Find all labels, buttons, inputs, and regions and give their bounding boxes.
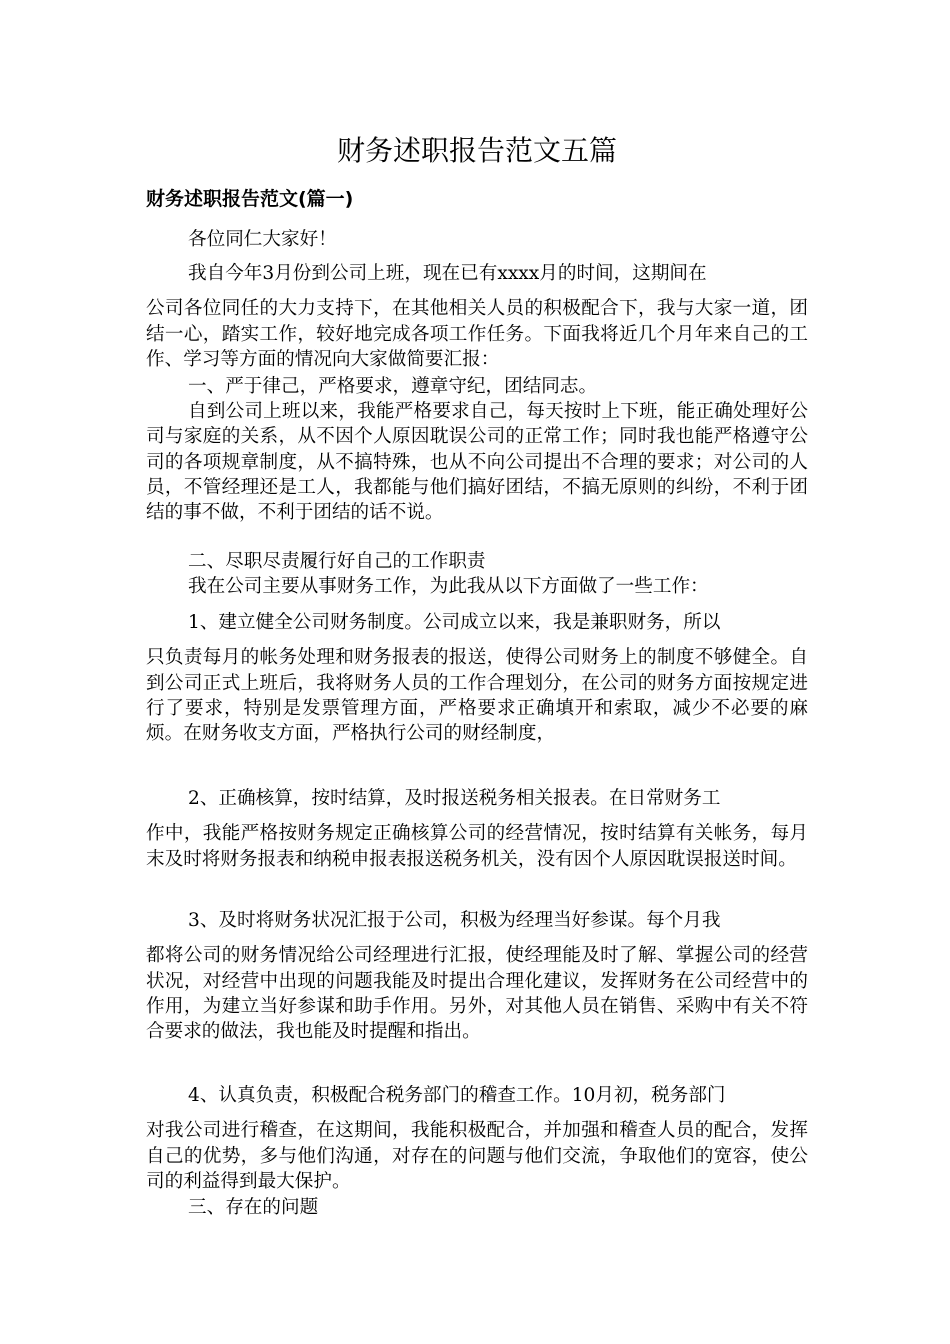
paragraph-first-line: 1、建立健全公司财务制度。公司成立以来，我是兼职财务，所以 <box>188 612 721 633</box>
section-heading: 财务述职报告范文(篇一) <box>146 188 354 210</box>
paragraph-text: 都将公司的财务情况给公司经理进行汇报，使经理能及时了解、掌握公司的经营状况，对经营中出现的问题我能及时提出合理化建议，发挥财务在公司经营中的作用，为建立当好参谋和助手作用。另外，对其他人员在销售、采购中有关不符合要求的做法，我也能及时提醒和指出。 <box>146 945 808 1043</box>
paragraph-discipline <box>146 399 808 525</box>
heading-discipline <box>146 374 808 399</box>
paragraph-text: 只负责每月的帐务处理和财务报表的报送，使得公司财务上的制度不够健全。自到公司正式上班后，我将财务人员的工作合理划分，在公司的财务方面按规定进行了要求，特别是发票管理方面，严格要求正确填开和索取，减少不必要的麻烦。在财务收支方面，严格执行公司的财经制度， <box>146 647 808 745</box>
paragraph-first-line: 2、正确核算，按时结算，及时报送税务相关报表。在日常财务工 <box>188 788 721 809</box>
paragraph-intro <box>146 261 808 372</box>
paragraph-text: 三、存在的问题 <box>188 1197 319 1218</box>
paragraph-first-line: 4、认真负责，积极配合税务部门的稽查工作。10月初，税务部门 <box>188 1085 726 1106</box>
paragraph-first-line: 3、及时将财务状况汇报于公司，积极为经理当好参谋。每个月我 <box>188 910 721 931</box>
paragraph-text: 作中，我能严格按财务规定正确核算公司的经营情况，按时结算有关帐务，每月末及时将财务报表和纳税申报表报送税务机关，没有因个人原因耽误报送时间。 <box>146 823 808 870</box>
heading-problems <box>146 1195 808 1220</box>
document-title: 财务述职报告范文五篇 <box>336 134 617 167</box>
paragraph-item-3 <box>146 908 808 1044</box>
paragraph-text: 二、尽职尽责履行好自己的工作职责 <box>188 551 486 572</box>
heading-duties <box>146 549 808 574</box>
paragraph-item-4 <box>146 1083 808 1194</box>
paragraph-text: 对我公司进行稽查，在这期间，我能积极配合，并加强和稽查人员的配合，发挥自己的优势，多与他们沟通，对存在的问题与他们交流，争取他们的宽容，使公司的利益得到最大保护。 <box>146 1120 808 1192</box>
paragraph-greeting <box>146 227 808 252</box>
paragraph-duties-intro <box>146 574 808 599</box>
paragraph-text: 我在公司主要从事财务工作，为此我从以下方面做了一些工作： <box>188 576 709 597</box>
paragraph-item-1 <box>146 610 808 746</box>
paragraph-item-2 <box>146 786 808 872</box>
paragraph-text: 自到公司上班以来，我能严格要求自己，每天按时上下班，能正确处理好公司与家庭的关系，从不因个人原因耽误公司的正常工作；同时我也能严格遵守公司的各项规章制度，从不搞特殊，也从不向公司提出不合理的要求；对公司的人员，不管经理还是工人，我都能与他们搞好团结，不搞无原则的纠纷，不利于团结的事不做，不利于团结的话不说。 <box>146 401 808 524</box>
paragraph-first-line: 我自今年3月份到公司上班，现在已有xxxx月的时间，这期间在 <box>188 263 707 284</box>
paragraph-text: 一、严于律己，严格要求，遵章守纪，团结同志。 <box>188 376 598 397</box>
paragraph-text: 各位同仁大家好！ <box>188 229 337 250</box>
paragraph-text: 公司各位同任的大力支持下，在其他相关人员的积极配合下，我与大家一道，团结一心，踏实工作，较好地完成各项工作任务。下面我将近几个月年来自己的工作、学习等方面的情况向大家做简要汇报： <box>146 298 808 370</box>
